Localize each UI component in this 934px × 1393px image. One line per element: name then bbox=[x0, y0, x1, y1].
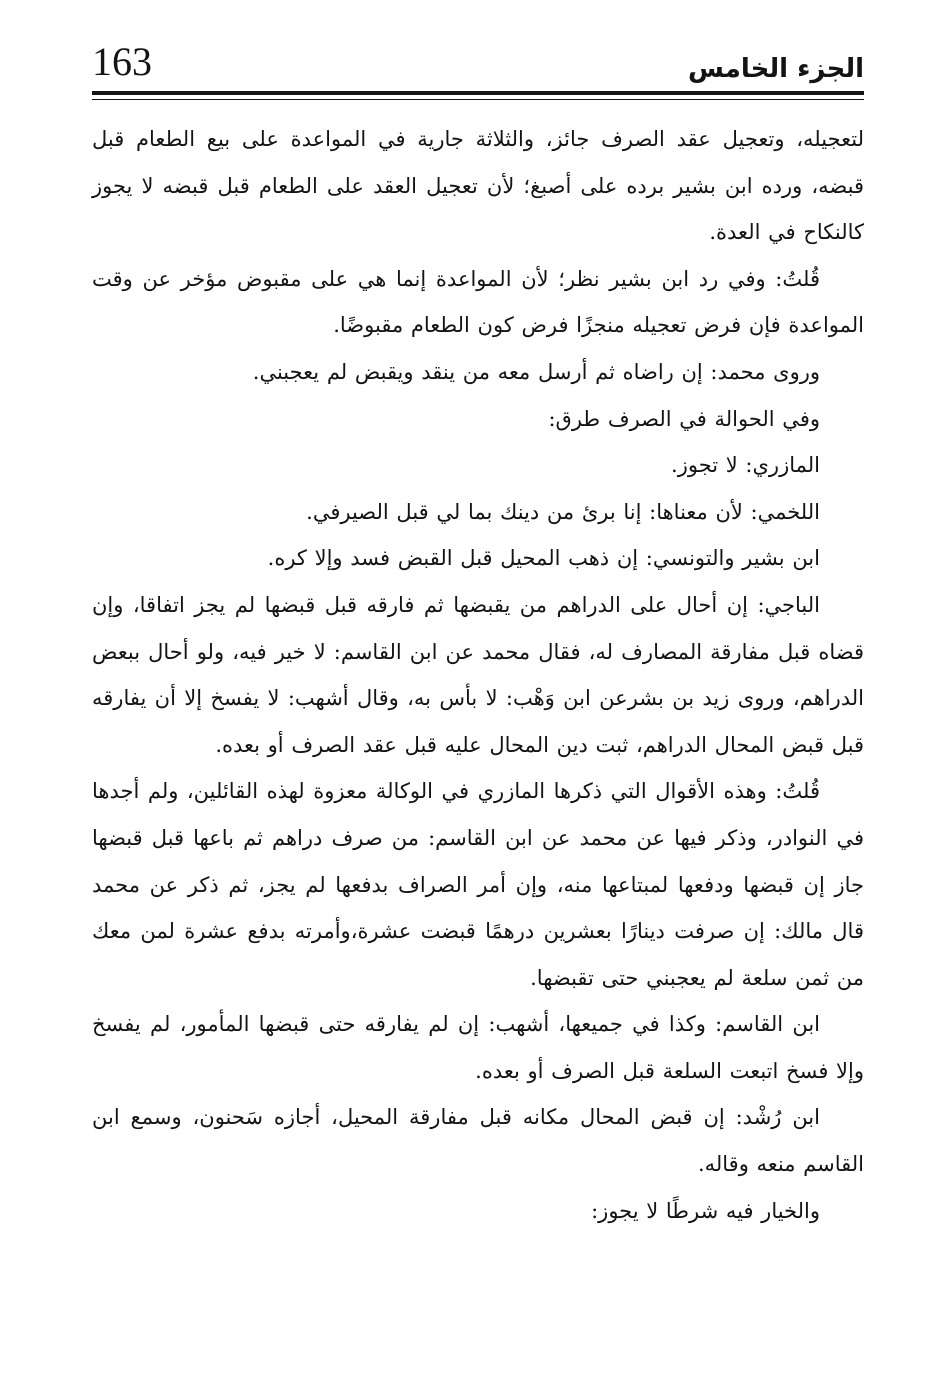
paragraph-5: المازري: لا تجوز. bbox=[671, 453, 820, 478]
paragraph-1: لتعجيله، وتعجيل عقد الصرف جائز، والثلاثة جارية في المواعدة على بيع الطعام قبل قبضه، ورده ابن بشير برده على أصبغ؛ لأن تعجيل العقد على الطعام قبل قبضه لا يجوز كالنكاح في العدة. bbox=[92, 127, 864, 245]
header-rule-thick bbox=[92, 91, 864, 95]
page-body bbox=[92, 116, 864, 1234]
paragraph-10: ابن القاسم: وكذا في جميعها، أشهب: إن لم يفارقه حتى قبضها المأمور، لم يفسخ وإلا فسخ اتبعت السلعة قبل الصرف أو بعده. bbox=[92, 1012, 864, 1083]
page-number: 163 bbox=[92, 39, 152, 84]
paragraph-11: ابن رُشْد: إن قبض المحال مكانه قبل مفارقة المحيل، أجازه سَحنون، وسمع ابن القاسم منعه وقاله. bbox=[92, 1105, 864, 1177]
paragraph-6: اللخمي: لأن معناها: إنا برئ من دينك بما لي قبل الصيرفي. bbox=[306, 499, 820, 524]
running-title: الجزء الخامس bbox=[688, 54, 864, 84]
header-rule-thin bbox=[92, 99, 864, 100]
paragraph-3: وروى محمد: إن راضاه ثم أرسل معه من ينقد ويقبض لم يعجبني. bbox=[252, 359, 820, 384]
paragraph-7: ابن بشير والتونسي: إن ذهب المحيل قبل القبض فسد وإلا كره. bbox=[267, 546, 820, 571]
paragraph-12: والخيار فيه شرطًا لا يجوز: bbox=[591, 1198, 820, 1223]
paragraph-2: قُلتُ: وفي رد ابن بشير نظر؛ لأن المواعدة إنما هي على مقبوض مؤخر عن وقت المواعدة فإن فرض تعجيله منجزًا فرض كون الطعام مقبوضًا. bbox=[92, 266, 864, 338]
paragraph-8: الباجي: إن أحال على الدراهم من يقبضها ثم فارقه قبل قبضها لم يجز اتفاقا، وإن قضاه قبل مفارقة المصارف له، فقال محمد عن ابن القاسم: لا خير فيه، ولو أحال ببعض الدراهم، وروى زيد بن بشرعن ابن وَهْب: لا بأس به، وقال أشهب: لا يفسخ إلا أن يفارقه قبل قبض المحال الدراهم، ثبت دين المحال عليه قبل عقد الصرف أو بعده. bbox=[92, 592, 864, 757]
paragraph-9: قُلتُ: وهذه الأقوال التي ذكرها المازري في الوكالة معزوة لهذه القائلين، ولم أجدها في النوادر، وذكر فيها عن محمد عن ابن القاسم: من صرف دراهم ثم باعها قبل قبضها جاز إن قبضها ودفعها لمبتاعها منه، وإن أمر الصراف بدفعها لم يجز، ثم ذكر عن محمد قال مالك: إن صرفت دينارًا بعشرين درهمًا قبضت عشرة،وأمرته بدفع عشرة لمن معك من ثمن سلعة لم يعجبني حتى تقبضها. bbox=[92, 779, 864, 990]
paragraph-4: وفي الحوالة في الصرف طرق: bbox=[548, 406, 820, 431]
